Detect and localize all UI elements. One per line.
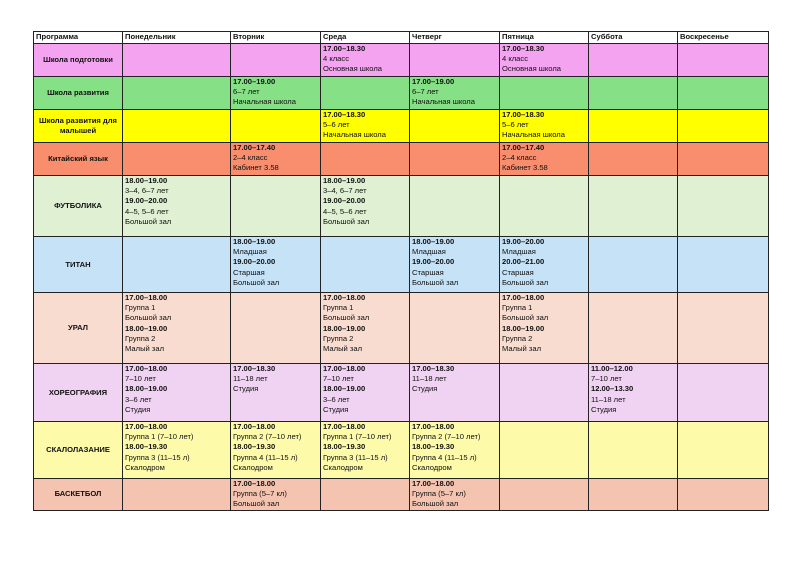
cell-monday [123,364,231,422]
session-time: 19.00–20.00 [125,196,168,206]
schedule-row [34,143,769,176]
session-detail: Начальная школа [233,97,296,107]
cell-friday [500,143,589,176]
program-name: БАСКЕТБОЛ [34,479,123,511]
header-program: Программа [34,32,123,44]
session-time: 18.00–19.30 [323,442,366,452]
cell-tuesday [231,422,321,479]
header-wednesday: Среда [321,32,410,44]
session-detail: Скалодром [233,462,273,472]
session-time: 17.00–18.30 [323,44,366,53]
session-time: 18.00–19.00 [323,384,366,394]
session-detail: Скалодром [412,462,452,472]
schedule-row [34,422,769,479]
cell-thursday [410,479,500,511]
cell-friday [500,77,589,110]
session-time: 17.00–18.00 [323,422,366,431]
cell-wednesday [321,422,410,479]
session-time: 17.00–18.00 [233,422,276,431]
cell-friday [500,422,589,479]
session-detail: Группа 2 [502,333,533,343]
session-detail: Студия [591,404,617,414]
cell-thursday [410,422,500,479]
cell-sunday [678,364,769,422]
session-time: 17.00–19.00 [412,77,455,86]
program-name: СКАЛОЛАЗАНИЕ [34,422,123,479]
session-detail: Группа 2 [323,333,354,343]
session-time: 18.00–19.00 [125,384,168,394]
cell-saturday [589,110,678,143]
session-detail: Малый зал [323,344,363,354]
session-detail: 7–10 лет [591,374,622,384]
session-detail: Младшая [412,247,446,257]
session-time: 20.00–21.00 [502,257,545,267]
program-name: Китайский язык [34,143,123,176]
session-detail: Группа 4 (11–15 л) [412,452,477,462]
cell-friday [500,110,589,143]
cell-saturday [589,44,678,77]
session-detail: Основная школа [323,64,383,74]
session-detail: 5–6 лет [323,120,350,130]
cell-tuesday [231,77,321,110]
header-saturday: Суббота [589,32,678,44]
session-time: 18.00–19.00 [125,323,168,333]
session-time: 18.00–19.30 [125,442,168,452]
session-detail: 3–6 лет [125,394,152,404]
cell-thursday [410,176,500,237]
session-detail: Младшая [233,247,267,257]
session-time: 17.00–18.00 [125,364,168,373]
schedule-row [34,364,769,422]
cell-sunday [678,237,769,293]
program-name: ФУТБОЛИКА [34,176,123,237]
session-detail: 6–7 лет [233,87,260,97]
session-detail: Группа 1 [502,303,533,313]
cell-friday [500,237,589,293]
session-detail: Группа 1 [125,303,156,313]
session-time: 17.00–18.30 [323,110,366,119]
cell-monday [123,77,231,110]
cell-friday [500,293,589,364]
session-time: 17.00–18.30 [502,44,545,53]
session-detail: Группа (5–7 кл) [412,489,466,499]
header-friday: Пятница [500,32,589,44]
cell-wednesday [321,143,410,176]
session-detail: 4 класс [502,54,528,64]
session-time: 17.00–18.30 [502,110,545,119]
cell-wednesday [321,364,410,422]
session-time: 18.00–19.00 [233,237,276,246]
header-thursday: Четверг [410,32,500,44]
cell-thursday [410,364,500,422]
session-detail: Большой зал [125,313,172,323]
session-detail: Студия [233,384,259,394]
session-detail: 11–18 лет [233,374,268,384]
session-time: 17.00–18.00 [233,479,276,488]
session-detail: 5–6 лет [502,120,529,130]
session-time: 18.00–19.00 [323,323,366,333]
session-detail: Группа 3 (11–15 л) [125,452,190,462]
session-detail: Кабинет 3.58 [233,163,279,173]
session-detail: Студия [412,384,438,394]
cell-sunday [678,110,769,143]
session-time: 18.00–19.30 [233,442,276,452]
cell-saturday [589,364,678,422]
schedule-row [34,176,769,237]
header-row [34,32,769,44]
header-monday: Понедельник [123,32,231,44]
session-time: 18.00–19.00 [125,176,168,185]
session-time: 17.00–18.30 [412,364,455,373]
cell-monday [123,176,231,237]
session-time: 17.00–17.40 [233,143,276,152]
cell-saturday [589,422,678,479]
schedule-row [34,293,769,364]
cell-thursday [410,77,500,110]
session-time: 11.00–12.00 [591,364,633,373]
session-time: 18.00–19.00 [412,237,455,246]
schedule-row [34,237,769,293]
session-detail: Группа 2 (7–10 лет) [412,432,481,442]
cell-wednesday [321,77,410,110]
cell-sunday [678,422,769,479]
session-detail: 6–7 лет [412,87,439,97]
session-time: 19.00–20.00 [233,257,276,267]
session-time: 12.00–13.30 [591,384,634,394]
session-detail: Группа (5–7 кл) [233,489,287,499]
cell-wednesday [321,176,410,237]
program-name: УРАЛ [34,293,123,364]
cell-saturday [589,176,678,237]
session-detail: Большой зал [502,277,549,287]
session-detail: Скалодром [125,462,165,472]
session-detail: 4 класс [323,54,349,64]
cell-sunday [678,143,769,176]
cell-saturday [589,237,678,293]
session-detail: Старшая [233,267,265,277]
cell-sunday [678,293,769,364]
session-detail: Начальная школа [502,130,565,140]
session-detail: Большой зал [125,216,172,226]
cell-monday [123,237,231,293]
cell-saturday [589,143,678,176]
session-detail: Большой зал [323,216,370,226]
cell-tuesday [231,364,321,422]
session-detail: Большой зал [412,499,459,509]
cell-monday [123,293,231,364]
session-time: 18.00–19.00 [323,176,366,185]
cell-friday [500,176,589,237]
session-detail: Скалодром [323,462,363,472]
session-detail: Начальная школа [412,97,475,107]
session-detail: Группа 2 (7–10 лет) [233,432,302,442]
program-name: Школа развития [34,77,123,110]
session-detail: Группа 1 (7–10 лет) [125,432,194,442]
session-detail: 7–10 лет [125,374,156,384]
cell-thursday [410,143,500,176]
session-time: 18.00–19.30 [412,442,455,452]
cell-sunday [678,176,769,237]
cell-monday [123,479,231,511]
schedule-row [34,479,769,511]
cell-tuesday [231,110,321,143]
session-time: 17.00–18.30 [233,364,276,373]
session-detail: 2–4 класс [502,153,537,163]
cell-tuesday [231,44,321,77]
session-detail: Малый зал [502,344,542,354]
session-detail: Группа 3 (11–15 л) [323,452,388,462]
cell-monday [123,110,231,143]
session-detail: Большой зал [233,499,280,509]
session-detail: Студия [323,404,349,414]
cell-monday [123,422,231,479]
session-detail: Старшая [502,267,534,277]
session-detail: 7–10 лет [323,374,354,384]
cell-thursday [410,110,500,143]
session-time: 19.00–20.00 [323,196,366,206]
schedule-row [34,44,769,77]
session-detail: 3–4, 6–7 лет [125,186,169,196]
session-time: 17.00–17.40 [502,143,545,152]
cell-monday [123,44,231,77]
session-detail: Большой зал [323,313,370,323]
session-detail: Большой зал [502,313,549,323]
session-time: 17.00–18.00 [412,479,455,488]
session-time: 17.00–18.00 [323,364,366,373]
cell-sunday [678,44,769,77]
cell-thursday [410,293,500,364]
session-detail: Младшая [502,247,536,257]
session-detail: 11–18 лет [591,394,626,404]
session-time: 17.00–19.00 [233,77,276,86]
cell-saturday [589,479,678,511]
program-name: ХОРЕОГРАФИЯ [34,364,123,422]
cell-tuesday [231,176,321,237]
session-detail: 3–6 лет [323,394,350,404]
session-time: 17.00–18.00 [502,293,545,302]
cell-friday [500,364,589,422]
session-detail: Начальная школа [323,130,386,140]
session-time: 17.00–18.00 [323,293,366,302]
session-detail: 4–5, 5–6 лет [323,206,367,216]
cell-tuesday [231,143,321,176]
header-tuesday: Вторник [231,32,321,44]
cell-wednesday [321,110,410,143]
session-time: 19.00–20.00 [502,237,545,246]
session-detail: 4–5, 5–6 лет [125,206,169,216]
schedule-row [34,110,769,143]
session-detail: Большой зал [412,277,459,287]
cell-saturday [589,293,678,364]
cell-sunday [678,77,769,110]
session-detail: Группа 2 [125,333,156,343]
session-detail: Группа 4 (11–15 л) [233,452,298,462]
session-detail: Малый зал [125,344,165,354]
cell-tuesday [231,479,321,511]
session-time: 19.00–20.00 [412,257,455,267]
session-time: 17.00–18.00 [125,422,168,431]
cell-wednesday [321,479,410,511]
cell-thursday [410,44,500,77]
cell-thursday [410,237,500,293]
session-detail: Кабинет 3.58 [502,163,548,173]
session-detail: 3–4, 6–7 лет [323,186,367,196]
schedule-body [34,44,769,511]
cell-tuesday [231,293,321,364]
cell-wednesday [321,237,410,293]
cell-wednesday [321,44,410,77]
program-name: ТИТАН [34,237,123,293]
session-detail: Старшая [412,267,444,277]
schedule-table [33,31,769,511]
cell-friday [500,44,589,77]
program-name: Школа подготовки [34,44,123,77]
cell-monday [123,143,231,176]
session-detail: Большой зал [233,277,280,287]
session-detail: Студия [125,404,151,414]
cell-friday [500,479,589,511]
session-detail: 11–18 лет [412,374,447,384]
cell-wednesday [321,293,410,364]
session-detail: Группа 1 (7–10 лет) [323,432,392,442]
session-detail: Группа 1 [323,303,354,313]
cell-sunday [678,479,769,511]
session-time: 18.00–19.00 [502,323,545,333]
session-time: 17.00–18.00 [412,422,455,431]
schedule-row [34,77,769,110]
cell-tuesday [231,237,321,293]
session-detail: Основная школа [502,64,562,74]
header-sunday: Воскресенье [678,32,769,44]
program-name: Школа развития для малышей [34,110,123,143]
session-time: 17.00–18.00 [125,293,168,302]
cell-saturday [589,77,678,110]
session-detail: 2–4 класс [233,153,268,163]
